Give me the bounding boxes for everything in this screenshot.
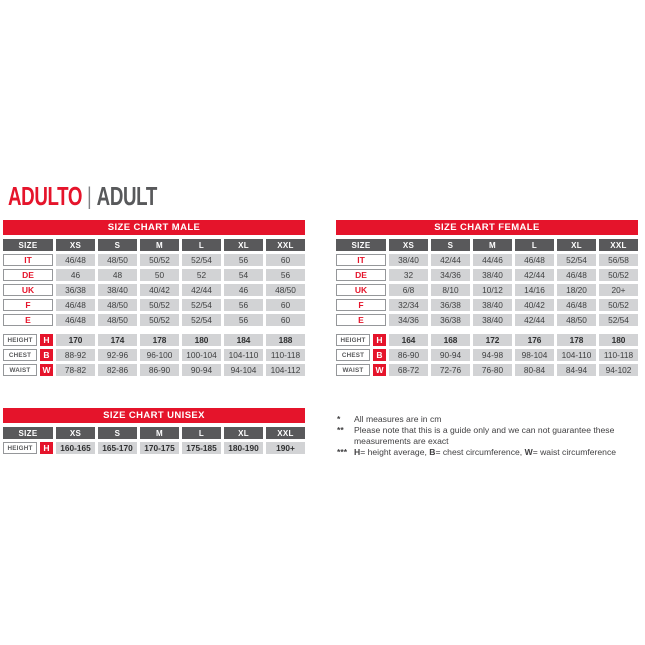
row-label-de: DE <box>336 269 386 281</box>
measure-cell: 160-165 <box>56 442 95 454</box>
size-cell: 8/10 <box>431 284 470 296</box>
size-cell: 56 <box>224 314 263 326</box>
size-cell: 50/52 <box>599 269 638 281</box>
measure-cell: 100-104 <box>182 349 221 361</box>
size-cell: 36/38 <box>56 284 95 296</box>
size-cell: 48 <box>98 269 137 281</box>
size-cell: 6/8 <box>389 284 428 296</box>
size-cell: 42/44 <box>515 269 554 281</box>
size-cell: 42/44 <box>431 254 470 266</box>
measure-cell: 165-170 <box>98 442 137 454</box>
page-title-secondary: ADULT <box>96 181 157 211</box>
size-cell: 42/44 <box>515 314 554 326</box>
measure-cell: 175-185 <box>182 442 221 454</box>
row-label-f: F <box>3 299 53 311</box>
measure-cell: 78-82 <box>56 364 95 376</box>
measure-label-waist: WAIST <box>3 364 37 376</box>
measure-cell: 80-84 <box>515 364 554 376</box>
column-header-m: M <box>140 239 179 251</box>
size-cell: 40/42 <box>140 284 179 296</box>
column-header-xl: XL <box>224 239 263 251</box>
measure-cell: 72-76 <box>431 364 470 376</box>
column-header-s: S <box>98 239 137 251</box>
column-header-xs: XS <box>389 239 428 251</box>
row-label-it: IT <box>336 254 386 266</box>
size-cell: 50/52 <box>140 314 179 326</box>
column-header-l: L <box>182 239 221 251</box>
row-label-uk: UK <box>3 284 53 296</box>
measure-cell: 190+ <box>266 442 305 454</box>
measure-cell: 98-104 <box>515 349 554 361</box>
measure-cell: 178 <box>557 334 596 346</box>
table-grid <box>336 239 638 376</box>
column-header-size: SIZE <box>336 239 386 251</box>
footnote <box>337 414 639 425</box>
measure-cell: 110-118 <box>266 349 305 361</box>
size-chart-female-table <box>336 220 638 376</box>
size-cell: 48/50 <box>266 284 305 296</box>
footnote-marker: ** <box>337 425 344 435</box>
page-title-separator: | <box>87 182 92 210</box>
size-cell: 60 <box>266 254 305 266</box>
measure-cell: 86-90 <box>389 349 428 361</box>
page-title-primary: ADULTO <box>8 181 83 211</box>
size-cell: 46/48 <box>56 314 95 326</box>
measure-cell: 172 <box>473 334 512 346</box>
measure-cell: 88-92 <box>56 349 95 361</box>
size-cell: 32 <box>389 269 428 281</box>
measure-letter-badge: B <box>40 349 53 361</box>
size-cell: 40/42 <box>515 299 554 311</box>
size-cell: 50/52 <box>599 299 638 311</box>
measure-cell: 92-96 <box>98 349 137 361</box>
footnote-text <box>354 425 637 447</box>
size-cell: 56 <box>224 254 263 266</box>
measure-cell: 86-90 <box>140 364 179 376</box>
column-header-xs: XS <box>56 239 95 251</box>
column-header-xxl: XXL <box>266 239 305 251</box>
footnote-marker: * <box>337 414 341 424</box>
measure-cell: 68-72 <box>389 364 428 376</box>
footnote <box>337 447 639 458</box>
measure-label-waist: WAIST <box>336 364 370 376</box>
column-header-l: L <box>182 427 221 439</box>
measure-cell: 90-94 <box>182 364 221 376</box>
row-group-divider <box>3 329 305 331</box>
footnote-segment: W <box>524 447 533 457</box>
size-cell: 18/20 <box>557 284 596 296</box>
column-header-s: S <box>431 239 470 251</box>
size-cell: 32/34 <box>389 299 428 311</box>
measure-cell: 94-104 <box>224 364 263 376</box>
measure-row-label <box>336 349 386 361</box>
measure-letter-badge: B <box>373 349 386 361</box>
size-cell: 46/48 <box>557 269 596 281</box>
footnote-text <box>354 414 637 425</box>
measure-cell: 178 <box>140 334 179 346</box>
size-cell: 52/54 <box>557 254 596 266</box>
footnote-segment: All measures are in cm <box>354 414 442 424</box>
measure-cell: 76-80 <box>473 364 512 376</box>
size-cell: 46 <box>56 269 95 281</box>
size-cell: 38/40 <box>389 254 428 266</box>
column-header-xl: XL <box>557 239 596 251</box>
measure-row-label <box>3 334 53 346</box>
size-cell: 50/52 <box>140 299 179 311</box>
footnotes <box>337 414 639 458</box>
measure-cell: 104-110 <box>557 349 596 361</box>
measure-cell: 110-118 <box>599 349 638 361</box>
size-cell: 56 <box>266 269 305 281</box>
footnote-text <box>354 447 637 458</box>
footnote-segment: H <box>354 447 361 457</box>
measure-letter-badge: W <box>40 364 53 376</box>
size-cell: 50/52 <box>140 254 179 266</box>
row-label-e: E <box>336 314 386 326</box>
measure-cell: 180 <box>182 334 221 346</box>
measure-label-height: HEIGHT <box>336 334 370 346</box>
size-cell: 48/50 <box>98 299 137 311</box>
measure-label-height: HEIGHT <box>3 334 37 346</box>
size-cell: 14/16 <box>515 284 554 296</box>
measure-cell: 104-110 <box>224 349 263 361</box>
size-cell: 46/48 <box>515 254 554 266</box>
table-grid <box>3 239 305 376</box>
measure-cell: 170-175 <box>140 442 179 454</box>
size-cell: 44/46 <box>473 254 512 266</box>
table-title-bar: SIZE CHART UNISEX <box>3 408 305 423</box>
size-cell: 60 <box>266 314 305 326</box>
measure-cell: 184 <box>224 334 263 346</box>
column-header-size: SIZE <box>3 239 53 251</box>
column-header-size: SIZE <box>3 427 53 439</box>
size-cell: 50 <box>140 269 179 281</box>
measure-cell: 82-86 <box>98 364 137 376</box>
row-label-uk: UK <box>336 284 386 296</box>
measure-cell: 164 <box>389 334 428 346</box>
column-header-xl: XL <box>224 427 263 439</box>
measure-cell: 168 <box>431 334 470 346</box>
footnote-segment: = height average, <box>360 447 430 457</box>
measure-row-label <box>336 334 386 346</box>
size-cell: 20+ <box>599 284 638 296</box>
column-header-xxl: XXL <box>266 427 305 439</box>
measure-label-height: HEIGHT <box>3 442 37 454</box>
measure-cell: 94-98 <box>473 349 512 361</box>
measure-cell: 94-102 <box>599 364 638 376</box>
size-cell: 52/54 <box>182 314 221 326</box>
measure-cell: 180 <box>599 334 638 346</box>
measure-cell: 176 <box>515 334 554 346</box>
column-header-l: L <box>515 239 554 251</box>
measure-letter-badge: H <box>40 442 53 454</box>
size-cell: 34/36 <box>389 314 428 326</box>
measure-cell: 96-100 <box>140 349 179 361</box>
measure-row-label <box>3 349 53 361</box>
row-label-it: IT <box>3 254 53 266</box>
measure-row-label <box>3 364 53 376</box>
measure-label-chest: CHEST <box>3 349 37 361</box>
row-label-de: DE <box>3 269 53 281</box>
size-cell: 52 <box>182 269 221 281</box>
size-cell: 36/38 <box>431 299 470 311</box>
row-label-f: F <box>336 299 386 311</box>
size-cell: 34/36 <box>431 269 470 281</box>
table-grid <box>3 427 305 454</box>
size-cell: 60 <box>266 299 305 311</box>
size-cell: 56 <box>224 299 263 311</box>
measure-cell: 188 <box>266 334 305 346</box>
column-header-s: S <box>98 427 137 439</box>
footnote-segment: = chest circumference, <box>435 447 525 457</box>
measure-cell: 90-94 <box>431 349 470 361</box>
size-cell: 52/54 <box>182 254 221 266</box>
size-cell: 56/58 <box>599 254 638 266</box>
measure-cell: 84-94 <box>557 364 596 376</box>
size-cell: 42/44 <box>182 284 221 296</box>
footnote-segment: = waist circumference <box>532 447 617 457</box>
size-cell: 52/54 <box>599 314 638 326</box>
size-cell: 10/12 <box>473 284 512 296</box>
measure-cell: 104-112 <box>266 364 305 376</box>
size-cell: 48/50 <box>557 314 596 326</box>
footnote-segment: Please note that this is a guide only and we can not guarantee these measurements are exact <box>354 425 615 446</box>
size-cell: 38/40 <box>473 314 512 326</box>
footnote-marker: *** <box>337 447 348 457</box>
size-cell: 54 <box>224 269 263 281</box>
measure-row-label <box>336 364 386 376</box>
size-cell: 46/48 <box>557 299 596 311</box>
measure-label-chest: CHEST <box>336 349 370 361</box>
size-chart-unisex-table <box>3 408 305 454</box>
size-cell: 48/50 <box>98 254 137 266</box>
measure-letter-badge: W <box>373 364 386 376</box>
size-chart-male-table <box>3 220 305 376</box>
table-title-bar: SIZE CHART MALE <box>3 220 305 235</box>
column-header-xs: XS <box>56 427 95 439</box>
column-header-m: M <box>140 427 179 439</box>
measure-cell: 170 <box>56 334 95 346</box>
measure-row-label <box>3 442 53 454</box>
size-cell: 46/48 <box>56 254 95 266</box>
measure-letter-badge: H <box>373 334 386 346</box>
column-header-xxl: XXL <box>599 239 638 251</box>
footnote-segment: B <box>429 447 436 457</box>
page-title <box>8 181 157 212</box>
column-header-m: M <box>473 239 512 251</box>
measure-letter-badge: H <box>40 334 53 346</box>
size-cell: 46 <box>224 284 263 296</box>
measure-cell: 180-190 <box>224 442 263 454</box>
size-cell: 38/40 <box>473 269 512 281</box>
row-group-divider <box>336 329 638 331</box>
size-cell: 48/50 <box>98 314 137 326</box>
table-title-bar: SIZE CHART FEMALE <box>336 220 638 235</box>
size-cell: 38/40 <box>473 299 512 311</box>
size-cell: 52/54 <box>182 299 221 311</box>
footnote <box>337 425 639 447</box>
size-cell: 46/48 <box>56 299 95 311</box>
size-cell: 36/38 <box>431 314 470 326</box>
measure-cell: 174 <box>98 334 137 346</box>
size-cell: 38/40 <box>98 284 137 296</box>
row-label-e: E <box>3 314 53 326</box>
